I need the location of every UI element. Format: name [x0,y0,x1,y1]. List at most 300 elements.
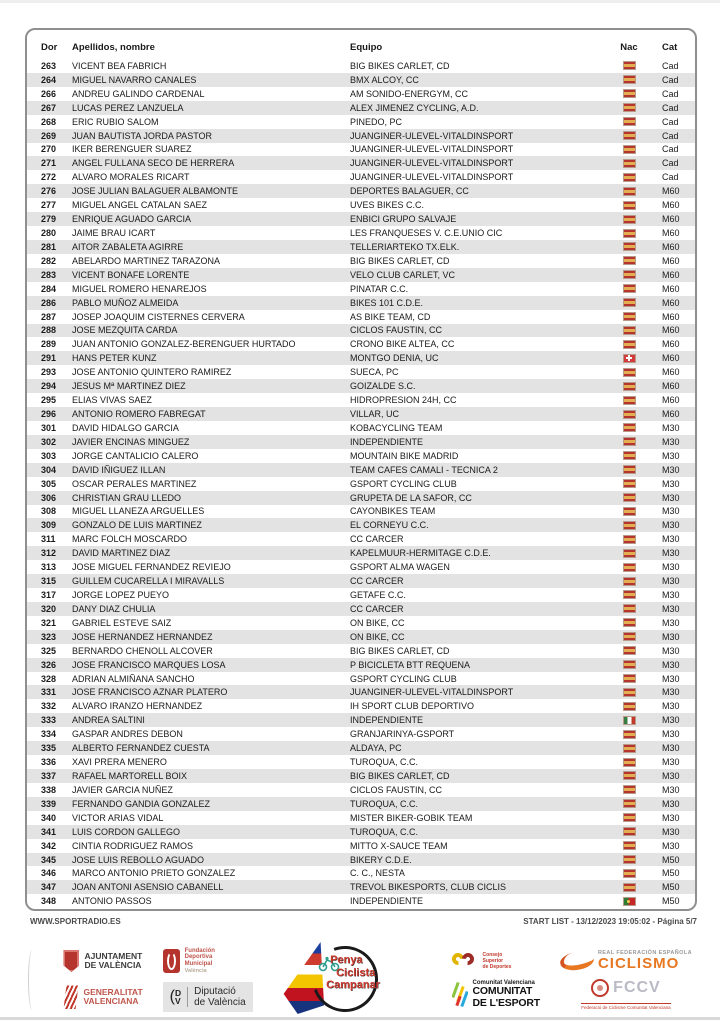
rider-team: INDEPENDIENTE [350,715,424,726]
rider-team: TREVOL BIKESPORTS, CLUB CICLIS [350,882,507,893]
rider-dorsal: 317 [41,589,57,600]
rider-team: SUECA, PC [350,367,399,378]
penya-wordmark: Penya Ciclista Campanar [326,954,380,992]
table-row [27,783,695,797]
table-row [27,630,695,644]
fccv-logo: FCCV Federació de Ciclisme Comunitat Valenciana [581,979,671,1010]
table-row [27,699,695,713]
table-row [27,811,695,825]
nationality-flag [623,897,636,906]
rider-dorsal: 270 [41,144,57,155]
rider-team: MITTO X-SAUCE TEAM [350,840,448,851]
table-row [27,268,695,282]
table-row [27,658,695,672]
rider-dorsal: 283 [41,269,57,280]
rider-category: M30 [662,701,680,712]
esport-bars-icon [452,982,468,1008]
rider-category: M60 [662,200,680,211]
table-row [27,449,695,463]
website-url: WWW.SPORTRADIO.ES [30,917,121,926]
header-team: Equipo [350,42,383,53]
rider-team: P BICICLETA BTT REQUENA [350,659,471,670]
nationality-flag [623,646,636,655]
rider-team: GOIZALDE S.C. [350,381,416,392]
rider-category: M60 [662,283,680,294]
table-row [27,407,695,421]
rider-dorsal: 339 [41,798,57,809]
rider-dorsal: 308 [41,506,57,517]
rider-team: JUANGINER-ULEVEL-VITALDINSPORT [350,172,514,183]
rider-dorsal: 332 [41,701,57,712]
table-row [27,365,695,379]
rider-dorsal: 315 [41,576,57,587]
rider-category: M50 [662,868,680,879]
nationality-flag [623,215,636,224]
rider-category: Cad [662,60,679,71]
rider-rows [27,59,695,908]
rider-name: GUILLEM CUCARELLA I MIRAVALLS [72,576,225,587]
rider-team: IH SPORT CLUB DEPORTIVO [350,701,475,712]
rider-name: RAFAEL MARTORELL BOIX [72,770,188,781]
nationality-flag [623,117,636,126]
table-row [27,129,695,143]
rider-name: ALVARO IRANZO HERNANDEZ [72,701,203,712]
nationality-flag [623,535,636,544]
nationality-flag [623,89,636,98]
nationality-flag [623,326,636,335]
diputacio-valencia-logo: ( D V Diputació de València [163,982,253,1012]
rider-category: M60 [662,339,680,350]
rider-name: ANDREA SALTINI [72,715,145,726]
rider-name: CINTIA RODRIGUEZ RAMOS [72,840,194,851]
rider-category: M50 [662,896,680,907]
nationality-flag [623,563,636,572]
table-row [27,644,695,658]
nationality-flag [623,702,636,711]
nationality-flag [623,758,636,767]
rider-team: ON BIKE, CC [350,617,405,628]
rider-category: M30 [662,589,680,600]
rider-dorsal: 284 [41,283,57,294]
rider-category: M60 [662,367,680,378]
rider-dorsal: 288 [41,325,57,336]
dv-monogram-icon: ( D V [169,987,182,1007]
comunitat-esport-logo: Comunitat Valenciana COMUNITAT DE L'ESPORT [452,980,540,1008]
table-row [27,685,695,699]
rider-team: BMX ALCOY, CC [350,74,419,85]
rider-team: MONTGO DENIA, UC [350,353,439,364]
rider-category: Cad [662,158,679,169]
rider-name: OSCAR PERALES MARTINEZ [72,478,197,489]
rider-name: MIGUEL ANGEL CATALAN SAEZ [72,200,208,211]
start-list-table [25,28,697,911]
ajuntament-label: AJUNTAMENT [84,950,143,961]
rider-team: VILLAR, UC [350,409,400,419]
rider-name: XAVI PRERA MENERO [72,757,167,768]
table-row [27,101,695,115]
rider-team: EL CORNEYU C.C. [350,520,429,531]
nationality-flag [623,883,636,892]
rider-name: MARCO ANTONIO PRIETO GONZALEZ [72,868,236,879]
rider-category: M30 [662,492,680,503]
rider-category: M30 [662,450,680,461]
table-row [27,825,695,839]
rider-team: TELLERIARTEKO TX.ELK. [350,241,460,252]
rider-team: UVES BIKES C.C. [350,200,425,211]
rider-name: PABLO MUÑOZ ALMEIDA [72,297,179,308]
rider-name: JOAN ANTONI ASENSIO CABANELL [72,882,224,893]
table-row [27,393,695,407]
csd-logo: Consejo Superior de Deportes [452,951,540,971]
rider-category: M30 [662,436,680,447]
nationality-flag [623,827,636,836]
divider [28,950,38,1010]
rider-dorsal: 320 [41,603,57,614]
rider-name: ANTONIO PASSOS [72,896,152,907]
nationality-flag [623,242,636,251]
rider-team: BIG BIKES CARLET, CD [350,60,450,71]
rider-team: CICLOS FAUSTIN, CC [350,325,443,336]
header-category: Cat [662,42,678,53]
rider-name: ANTONIO ROMERO FABREGAT [72,409,206,419]
rider-name: VICENT BEA FABRICH [72,60,167,71]
rider-team: GRUPETA DE LA SAFOR, CC [350,492,472,503]
nationality-flag [623,577,636,586]
rider-dorsal: 279 [41,214,57,225]
table-row [27,296,695,310]
rider-category: M60 [662,228,680,239]
rider-dorsal: 281 [41,241,57,252]
rider-dorsal: 331 [41,687,57,698]
header-nation: Nac [620,42,638,53]
rider-dorsal: 311 [41,534,56,545]
rider-team: CAYONBIKES TEAM [350,506,436,517]
rider-dorsal: 272 [41,172,57,183]
table-row [27,546,695,560]
rider-dorsal: 287 [41,311,57,322]
rider-category: M30 [662,617,680,628]
rider-name: GONZALO DE LUIS MARTINEZ [72,520,202,531]
rider-dorsal: 338 [41,784,57,795]
rider-team: VELO CLUB CARLET, VC [350,269,456,280]
table-row [27,115,695,129]
table-row [27,769,695,783]
nationality-flag [623,340,636,349]
rider-name: DAVID HIDALGO GARCIA [72,422,179,433]
rider-dorsal: 263 [41,60,57,71]
rider-team: JUANGINER-ULEVEL-VITALDINSPORT [350,158,514,169]
table-row [27,143,695,157]
rider-dorsal: 340 [41,812,57,823]
nationality-flag [623,799,636,808]
table-row [27,435,695,449]
table-row [27,839,695,853]
rider-team: GSPORT ALMA WAGEN [350,562,450,573]
rider-category: Cad [662,74,679,85]
rider-team: AM SONIDO-ENERGYM, CC [350,88,469,99]
rider-category: M30 [662,812,680,823]
rider-category: M60 [662,186,680,197]
rider-name: ADRIAN ALMIÑANA SANCHO [72,673,195,684]
rider-team: TUROQUA, C.C. [350,757,419,768]
nationality-flag [623,590,636,599]
rider-category: M30 [662,576,680,587]
nationality-flag [623,549,636,558]
rider-team: ON BIKE, CC [350,631,405,642]
rider-team: CC CARCER [350,534,404,545]
rider-team: JUANGINER-ULEVEL-VITALDINSPORT [350,687,514,698]
nationality-flag [623,660,636,669]
rider-team: AS BIKE TEAM, CD [350,311,431,322]
nationality-flag [623,632,636,641]
rider-name: ANGEL FULLANA SECO DE HERRERA [72,158,235,169]
nationality-flag [623,61,636,70]
nationality-flag [623,145,636,154]
nationality-flag [623,410,636,419]
rider-name: JUAN ANTONIO GONZALEZ-BERENGUER HURTADO [72,339,296,350]
rider-category: M60 [662,353,680,364]
table-row [27,198,695,212]
rider-dorsal: 291 [41,353,57,364]
rider-team: ALDAYA, PC [350,743,402,754]
rider-team: ALEX JIMENEZ CYCLING, A.D. [350,102,479,113]
rider-team: CICLOS FAUSTIN, CC [350,784,443,795]
table-row [27,282,695,296]
rider-name: ABELARDO MARTINEZ TARAZONA [72,255,221,266]
rider-category: M30 [662,729,680,740]
rider-dorsal: 304 [41,464,57,475]
rider-dorsal: 268 [41,116,57,127]
rider-name: JOSE LUIS REBOLLO AGUADO [72,854,205,865]
table-row [27,894,695,908]
rider-name: JOSEP JOAQUIM CISTERNES CERVERA [72,311,245,322]
rider-category: M50 [662,854,680,865]
rider-name: MARC FOLCH MOSCARDO [72,534,188,545]
nationality-flag [623,465,636,474]
rider-team: DEPORTES BALAGUER, CC [350,186,469,197]
rider-team: GSPORT CYCLING CLUB [350,673,457,684]
nationality-flag [623,256,636,265]
rider-dorsal: 282 [41,255,57,266]
divider [187,987,188,1007]
rider-name: DAVID MARTINEZ DIAZ [72,548,171,559]
rider-dorsal: 321 [41,617,57,628]
rider-name: MIGUEL NAVARRO CANALES [72,74,197,85]
nationality-flag [623,716,636,725]
rider-category: M30 [662,422,680,433]
nationality-flag [623,354,636,363]
rfec-ciclismo-logo: REAL FEDERACIÓN ESPAÑOLA CICLISMO [560,950,692,971]
rider-dorsal: 306 [41,492,57,503]
rider-name: DANY DIAZ CHULIA [72,603,156,614]
rider-category: M30 [662,798,680,809]
rider-category: M30 [662,631,680,642]
table-row [27,588,695,602]
nationality-flag [623,451,636,460]
table-row [27,73,695,87]
nationality-flag [623,75,636,84]
table-row [27,518,695,532]
rider-dorsal: 295 [41,395,57,406]
rider-team: TEAM CAFES CAMALI - TECNICA 2 [350,464,498,475]
rider-category: M60 [662,297,680,308]
rider-name: VICTOR ARIAS VIDAL [72,812,164,823]
rider-name: DAVID IÑIGUEZ ILLAN [72,464,166,475]
rider-team: JUANGINER-ULEVEL-VITALDINSPORT [350,130,514,141]
rider-dorsal: 302 [41,436,57,447]
rider-name: LUCAS PEREZ LANZUELA [72,102,184,113]
rider-name: MIGUEL ROMERO HENAREJOS [72,283,207,294]
nationality-flag [623,396,636,405]
rider-dorsal: 276 [41,186,57,197]
rider-dorsal: 293 [41,367,57,378]
rider-team: HIDROPRESION 24H, CC [350,395,457,406]
rider-category: M30 [662,603,680,614]
penya-ciclista-campanar-logo [278,942,426,1018]
rider-category: M60 [662,255,680,266]
rider-team: INDEPENDIENTE [350,896,424,907]
footer-meta [30,917,697,926]
rider-category: M30 [662,645,680,656]
rider-name: JOSE MIGUEL FERNANDEZ REVIEJO [72,562,231,573]
rider-team: GSPORT CYCLING CLUB [350,478,457,489]
rider-name: ANDREU GALINDO CARDENAL [72,88,205,99]
rider-team: MISTER BIKER-GOBIK TEAM [350,812,473,823]
rider-category: M30 [662,784,680,795]
nationality-flag [623,201,636,210]
rider-team: PINEDO, PC [350,116,403,127]
nationality-flag [623,674,636,683]
table-row [27,797,695,811]
rider-name: JOSE FRANCISCO MARQUES LOSA [72,659,226,670]
rider-team: BIG BIKES CARLET, CD [350,645,450,656]
ajuntament-crest-icon [63,950,79,972]
rider-category: Cad [662,144,679,155]
table-row [27,59,695,73]
table-row [27,602,695,616]
rider-dorsal: 341 [41,826,57,837]
logo-strip [28,941,692,1019]
rider-name: ALBERTO FERNANDEZ CUESTA [72,743,210,754]
rider-dorsal: 335 [41,743,57,754]
rider-team: ENBICI GRUPO SALVAJE [350,214,457,225]
rider-category: M30 [662,506,680,517]
table-row [27,755,695,769]
fccv-emblem-icon [591,979,609,997]
header-name: Apellidos, nombre [72,42,155,53]
ajuntament-valencia-logo: AJUNTAMENT DE VALÈNCIA [63,950,142,972]
rider-category: M50 [662,882,680,893]
rider-name: JOSE ANTONIO QUINTERO RAMIREZ [72,367,232,378]
rider-team: CRONO BIKE ALTEA, CC [350,339,455,350]
listing-info: START LIST - 13/12/2023 19:05:02 - Página 5/7 [523,917,697,926]
rider-category: M30 [662,562,680,573]
rider-name: HANS PETER KUNZ [72,353,157,364]
nationality-flag [623,521,636,530]
rider-name: AITOR ZABALETA AGIRRE [72,241,184,252]
nationality-flag [623,688,636,697]
table-row [27,880,695,894]
rider-category: M30 [662,840,680,851]
rider-team: GRANJARINYA-GSPORT [350,729,455,740]
nationality-flag [623,159,636,168]
rider-team: C. C., NESTA [350,868,405,879]
rider-dorsal: 342 [41,840,57,851]
csd-icon [452,951,478,971]
rider-dorsal: 277 [41,200,57,211]
rider-dorsal: 323 [41,631,57,642]
nationality-flag [623,618,636,627]
table-row [27,853,695,867]
rider-category: M30 [662,757,680,768]
nationality-flag [623,173,636,182]
rider-category: M60 [662,381,680,392]
table-row [27,616,695,630]
rider-category: M30 [662,673,680,684]
rider-team: TUROQUA, C.C. [350,798,419,809]
rider-dorsal: 313 [41,562,57,573]
rider-category: M30 [662,715,680,726]
rider-name: ENRIQUE AGUADO GARCIA [72,214,192,225]
table-row [27,87,695,101]
rider-name: VICENT BONAFE LORENTE [72,269,190,280]
rider-team: BIKERY C.D.E. [350,854,412,865]
senyera-icon [63,985,78,1009]
table-row [27,240,695,254]
rider-name: FERNANDO GANDIA GONZALEZ [72,798,211,809]
table-row [27,741,695,755]
table-row [27,477,695,491]
rider-team: BIKES 101 C.D.E. [350,297,424,308]
header-dorsal: Dor [41,42,58,53]
rider-category: Cad [662,116,679,127]
rider-dorsal: 348 [41,896,57,907]
rider-dorsal: 347 [41,882,57,893]
rider-dorsal: 337 [41,770,57,781]
institution-logos-right [452,950,692,1010]
rider-category: M30 [662,687,680,698]
nationality-flag [623,131,636,140]
table-row [27,866,695,880]
rider-name: BERNARDO CHENOLL ALCOVER [72,645,213,656]
institution-logos-left [63,948,252,1013]
table-row [27,672,695,686]
rider-team: INDEPENDIENTE [350,436,424,447]
table-row [27,324,695,338]
table-row [27,170,695,184]
rider-category: M30 [662,534,680,545]
rider-category: Cad [662,130,679,141]
rider-name: ALVARO MORALES RICART [72,172,190,183]
fundacion-deportiva-logo: Fundación Deportiva Municipal València [163,948,253,975]
rider-dorsal: 289 [41,339,57,350]
table-row [27,212,695,226]
rider-dorsal: 296 [41,409,57,419]
rider-dorsal: 336 [41,757,57,768]
rider-team: CC CARCER [350,576,404,587]
rider-category: M30 [662,464,680,475]
table-row [27,574,695,588]
rider-dorsal: 333 [41,715,57,726]
nationality-flag [623,604,636,613]
table-row [27,156,695,170]
fdm-icon [163,949,180,973]
nationality-flag [623,785,636,794]
rider-team: LES FRANQUESES V. C.E.UNIO CIC [350,228,503,239]
rider-team: KOBACYCLING TEAM [350,422,443,433]
rider-dorsal: 305 [41,478,57,489]
rider-category: M30 [662,659,680,670]
